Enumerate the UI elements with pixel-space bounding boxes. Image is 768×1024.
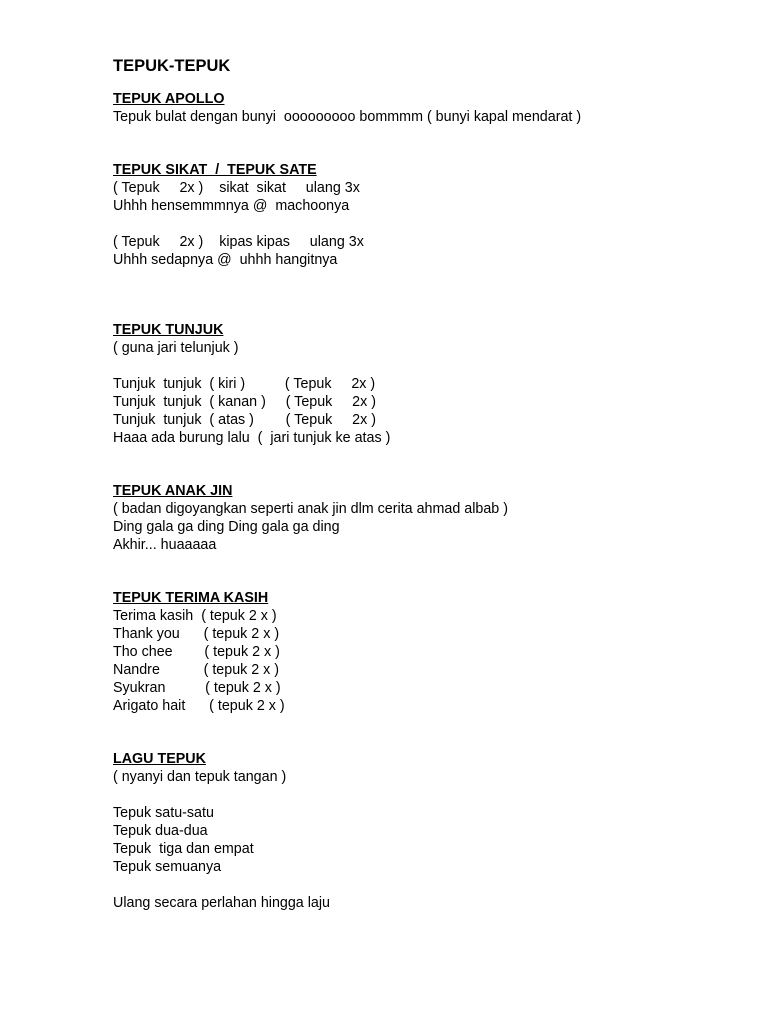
section-tepuk-tunjuk	[113, 321, 733, 447]
text-line: Nandre ( tepuk 2 x )	[113, 662, 280, 678]
text-line: Uhhh hensemmmnya @ machoonya	[113, 198, 350, 214]
section-heading: TEPUK SIKAT / TEPUK SATE	[113, 162, 317, 178]
text-line: Thank you ( tepuk 2 x )	[113, 626, 280, 642]
section-heading: TEPUK TUNJUK	[113, 322, 224, 338]
section-heading: LAGU TEPUK	[113, 751, 206, 767]
section-tepuk-anak-jin	[113, 482, 733, 554]
section-lagu-tepuk	[113, 750, 733, 912]
text-line: Uhhh sedapnya @ uhhh hangitnya	[113, 252, 338, 268]
text-line: ( Tepuk 2x ) sikat sikat ulang 3x	[113, 180, 360, 196]
text-line: Tho chee ( tepuk 2 x )	[113, 644, 280, 660]
text-line: Tepuk tiga dan empat	[113, 841, 254, 857]
text-line	[113, 876, 733, 894]
text-line	[113, 357, 733, 375]
section-tepuk-terima-kasih	[113, 589, 733, 715]
text-line: Arigato hait ( tepuk 2 x )	[113, 698, 285, 714]
text-line: Haaa ada burung lalu ( jari tunjuk ke atas )	[113, 430, 391, 446]
text-line: Tepuk dua-dua	[113, 823, 208, 839]
section-heading: TEPUK TERIMA KASIH	[113, 590, 269, 606]
text-line: Tunjuk tunjuk ( kanan ) ( Tepuk 2x )	[113, 394, 377, 410]
section-heading: TEPUK ANAK JIN	[113, 483, 233, 499]
section-heading: TEPUK APOLLO	[113, 91, 225, 107]
text-line: ( badan digoyangkan seperti anak jin dlm cerita ahmad albab )	[113, 501, 508, 517]
text-line: Akhir... huaaaaa	[113, 537, 217, 553]
text-line: Ulang secara perlahan hingga laju	[113, 895, 330, 911]
text-line	[113, 215, 733, 233]
section-tepuk-apollo	[113, 90, 733, 126]
text-line: Tepuk semuanya	[113, 859, 222, 875]
text-line: Tunjuk tunjuk ( atas ) ( Tepuk 2x )	[113, 412, 377, 428]
text-line: ( nyanyi dan tepuk tangan )	[113, 769, 287, 785]
text-line: Terima kasih ( tepuk 2 x )	[113, 608, 277, 624]
text-line: ( guna jari telunjuk )	[113, 340, 239, 356]
text-line: Tunjuk tunjuk ( kiri ) ( Tepuk 2x )	[113, 376, 376, 392]
text-line: Tepuk bulat dengan bunyi ooooooooo bommmm ( bunyi kapal mendarat )	[113, 109, 582, 125]
page-title: TEPUK-TEPUK	[113, 57, 231, 75]
text-line: ( Tepuk 2x ) kipas kipas ulang 3x	[113, 234, 364, 250]
text-line: Ding gala ga ding Ding gala ga ding	[113, 519, 340, 535]
section-tepuk-sikat	[113, 161, 733, 269]
text-line	[113, 786, 733, 804]
text-line: Syukran ( tepuk 2 x )	[113, 680, 281, 696]
text-line: Tepuk satu-satu	[113, 805, 214, 821]
document-body	[113, 56, 733, 912]
